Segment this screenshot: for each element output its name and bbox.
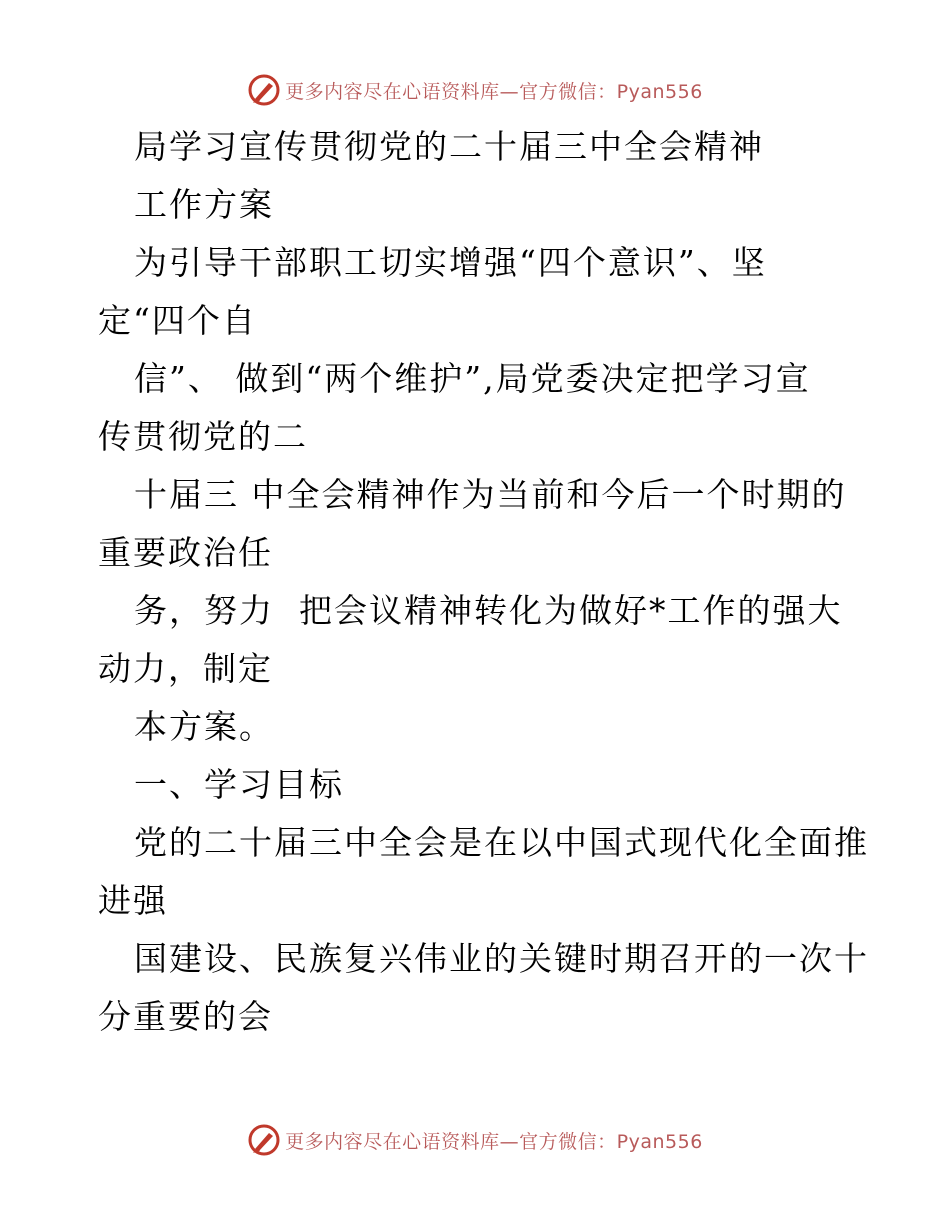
text-line: 重要政治任 xyxy=(98,533,273,572)
text-line: 为引导干部职工切实增强“四个意识”、坚 xyxy=(134,243,767,282)
footer-watermark xyxy=(0,1120,950,1160)
header-watermark xyxy=(0,70,950,110)
text-line: 动力，制定 xyxy=(98,649,273,688)
text-line: 党的二十届三中全会是在以中国式现代化全面推 xyxy=(134,823,869,862)
text-line: 务，努力 把会议精神转化为做好*工作的强大 xyxy=(134,591,843,630)
text-line: 定“四个自 xyxy=(98,301,257,340)
pen-logo-icon xyxy=(247,1123,281,1157)
watermark-text: 更多内容尽在心语资料库—官方微信：Pyan556 xyxy=(285,80,703,103)
document-body xyxy=(98,118,869,1046)
text-line: 信”、 做到“两个维护”,局党委决定把学习宣 xyxy=(134,359,811,398)
watermark-text: 更多内容尽在心语资料库—官方微信：Pyan556 xyxy=(285,1130,703,1153)
text-line: 局学习宣传贯彻党的二十届三中全会精神 xyxy=(134,127,764,166)
pen-logo-icon xyxy=(247,73,281,107)
text-line: 一、学习目标 xyxy=(134,765,344,804)
text-line: 传贯彻党的二 xyxy=(98,417,308,456)
text-line: 进强 xyxy=(98,881,168,920)
text-line: 十届三 中全会精神作为当前和今后一个时期的 xyxy=(134,475,847,514)
text-line: 分重要的会 xyxy=(98,997,273,1036)
text-line: 国建设、民族复兴伟业的关键时期召开的一次十 xyxy=(134,939,869,978)
text-line: 本方案。 xyxy=(134,707,274,746)
text-line: 工作方案 xyxy=(134,185,274,224)
